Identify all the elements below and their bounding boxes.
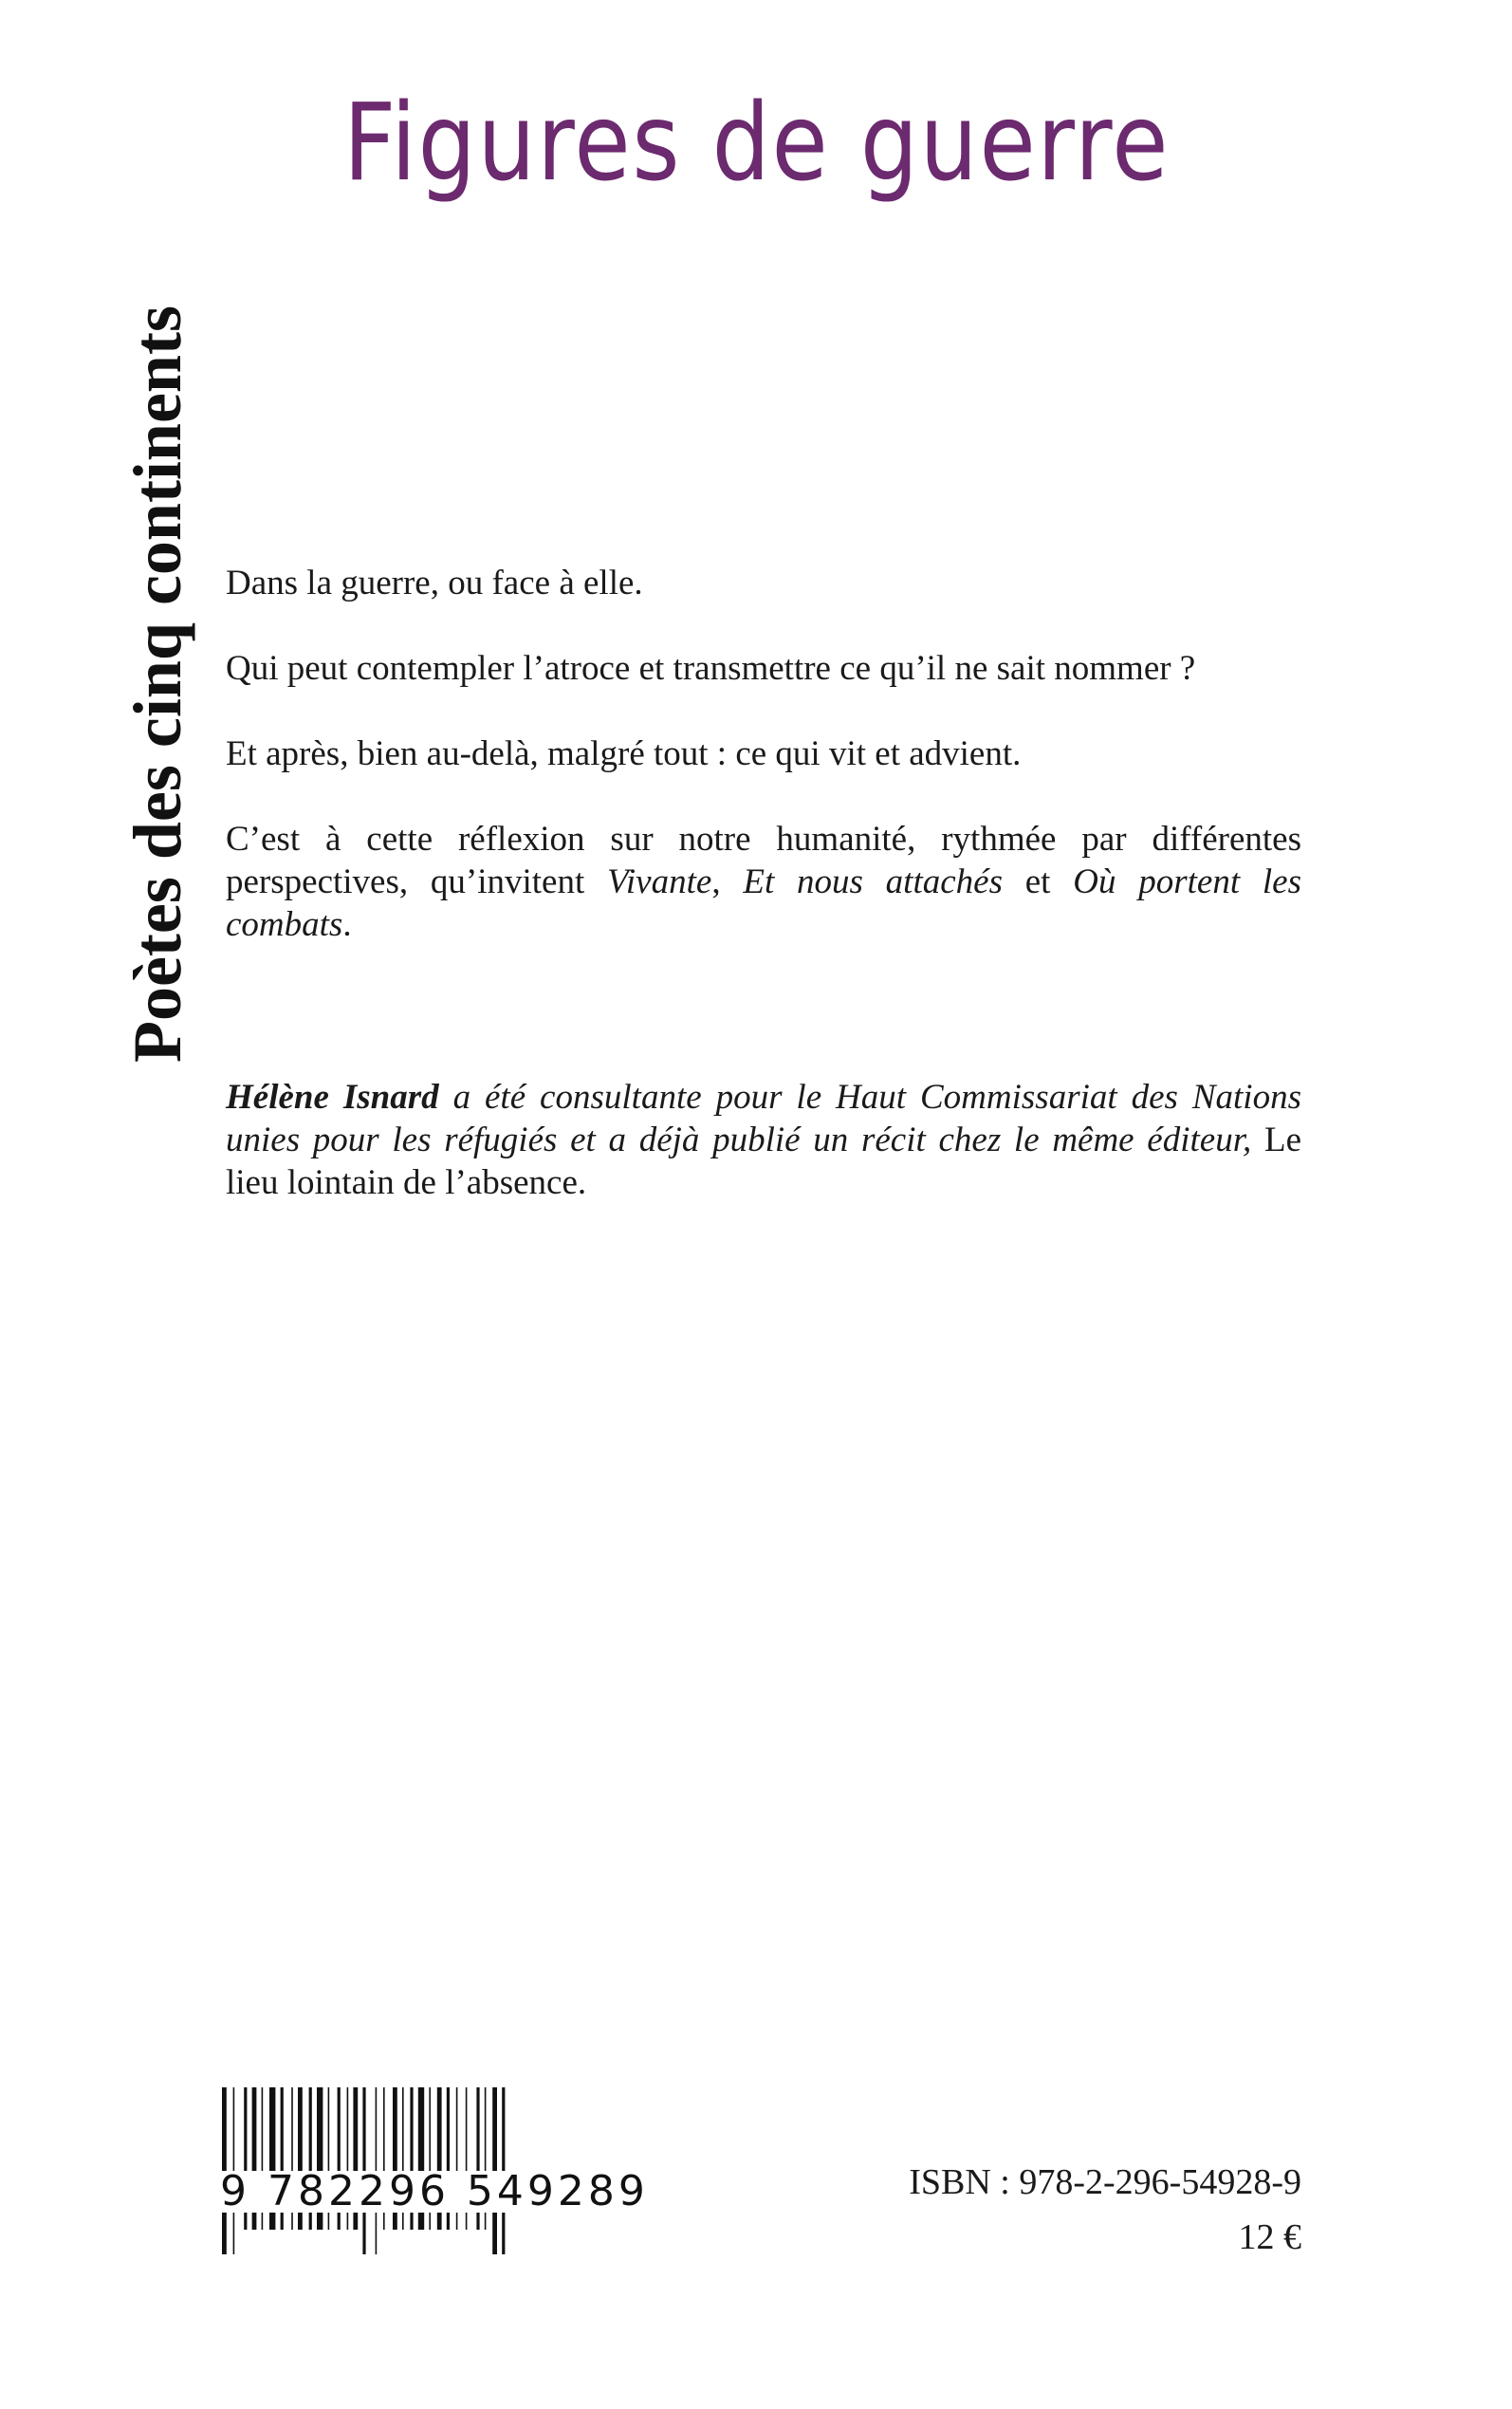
series-name: Poètes des cinq continents [120, 306, 195, 1063]
author-bio [226, 1076, 1301, 1204]
blurb-title-et-nous-attaches: Et nous attachés [743, 862, 1003, 901]
blurb-paragraph-1: Dans la guerre, ou face à elle. [226, 564, 643, 602]
blurb-p4-sep2: et [1002, 862, 1074, 901]
blurb-paragraph-4 [226, 818, 1301, 946]
blurb-paragraph-3: Et après, bien au-delà, malgré tout : ce qui vit et advient. [226, 734, 1022, 773]
blurb-paragraph-2: Qui peut contempler l’atroce et transmettre ce qu’il ne sait nommer ? [226, 649, 1196, 688]
author-bio-text: a été consultante pour le Haut Commissariat des Nations unies pour les réfugiés et a déjà publié un récit chez le même éditeur, [226, 1078, 1301, 1159]
barcode-digits: 9 782296 549289 [216, 2171, 653, 2213]
blurb-p4-start: C’est à cette réflexion sur notre humanité, rythmée par différentes perspectives, qu’invitent [226, 820, 1301, 901]
price: 12 € [1238, 2217, 1301, 2257]
book-title: Figures de guerre [343, 82, 1171, 205]
author-previous-book: Le lieu lointain de l’absence. [226, 1121, 1301, 1202]
blurb-title-ou-portent-les-combats: Où portent les combats [226, 862, 1302, 944]
isbn: ISBN : 978-2-296-54928-9 [909, 2162, 1301, 2202]
author-name: Hélène Isnard [226, 1078, 439, 1117]
blurb-p4-sep1: , [711, 862, 744, 901]
blurb-p4-end: . [342, 905, 352, 944]
blurb-title-vivante: Vivante [607, 862, 712, 901]
